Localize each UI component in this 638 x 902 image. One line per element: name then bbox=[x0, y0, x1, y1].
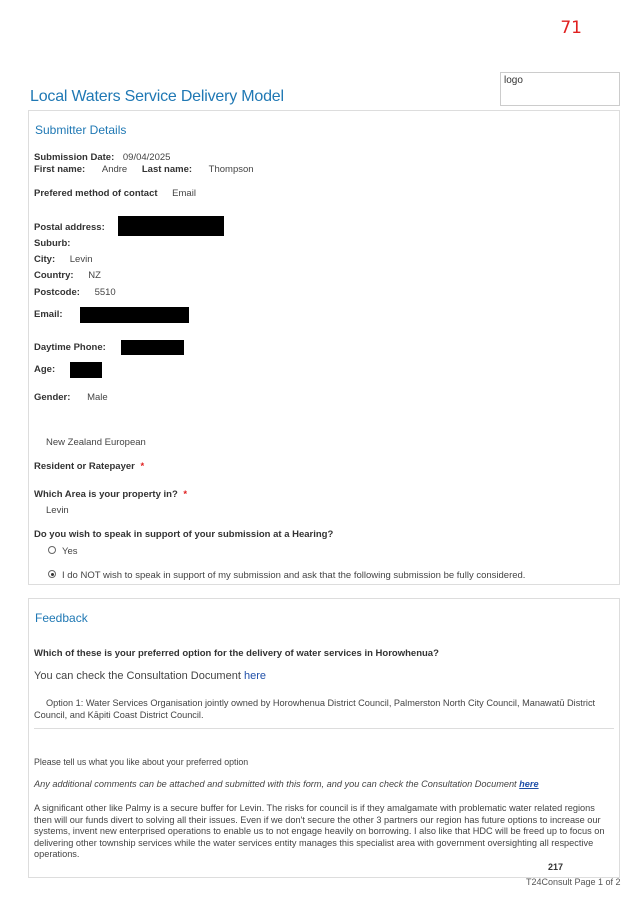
preferred-option-question-row bbox=[34, 648, 439, 659]
postcode-value: 5510 bbox=[94, 287, 116, 298]
required-marker: * bbox=[140, 461, 145, 472]
redacted-postal-address bbox=[118, 216, 224, 236]
contact-method-label: Prefered method of contact bbox=[34, 188, 158, 199]
postal-address-row bbox=[34, 222, 105, 233]
country-label: Country: bbox=[34, 270, 74, 281]
postcode-row bbox=[34, 287, 116, 298]
additional-document-link[interactable]: here bbox=[519, 779, 539, 789]
additional-comments-prefix: Any additional comments can be attached and submitted with this form, and you can check the Consultation Document bbox=[34, 779, 520, 789]
like-question-label: Please tell us what you like about your preferred option bbox=[34, 757, 249, 767]
submission-date-label: Submission Date: bbox=[34, 152, 115, 163]
phone-label: Daytime Phone: bbox=[34, 342, 106, 353]
logo-placeholder: logo bbox=[500, 72, 620, 106]
redacted-age bbox=[70, 362, 102, 378]
hearing-no-option[interactable] bbox=[48, 570, 525, 581]
hearing-question-label: Do you wish to speak in support of your submission at a Hearing? bbox=[34, 529, 334, 540]
consultation-document-row bbox=[34, 670, 266, 682]
postcode-label: Postcode: bbox=[34, 287, 80, 298]
footer-page-number: 217 bbox=[548, 862, 564, 872]
preferred-option-question: Which of these is your preferred option for the delivery of water services in Horowhenua? bbox=[34, 648, 439, 659]
postal-address-label: Postal address: bbox=[34, 222, 105, 233]
hearing-yes-option[interactable] bbox=[48, 546, 78, 557]
hearing-question-row bbox=[34, 529, 333, 540]
country-row bbox=[34, 270, 101, 281]
submission-date-value: 09/04/2025 bbox=[122, 152, 171, 163]
phone-row bbox=[34, 342, 106, 353]
email-row bbox=[34, 309, 63, 320]
consultation-document-link[interactable]: here bbox=[243, 670, 266, 682]
contact-method-value: Email bbox=[172, 188, 196, 199]
last-name-value: Thompson bbox=[208, 164, 254, 175]
hearing-yes-label: Yes bbox=[62, 546, 78, 557]
first-name-label: First name: bbox=[34, 164, 86, 175]
additional-comments-row bbox=[34, 779, 539, 789]
selected-option-text: Option 1: Water Services Organisation jointly owned by Horowhenua District Council, Palmerston North City Council, Manawatū District Council, and Kāpiti Coast District Council. bbox=[34, 698, 596, 720]
resident-row bbox=[34, 461, 144, 472]
area-answer-row bbox=[46, 505, 69, 516]
city-label: City: bbox=[34, 254, 56, 265]
contact-method-row bbox=[34, 188, 196, 199]
name-row bbox=[34, 164, 254, 175]
ethnicity-row bbox=[46, 437, 146, 448]
city-row bbox=[34, 254, 92, 265]
feedback-section-title: Feedback bbox=[35, 611, 88, 625]
city-value: Levin bbox=[69, 254, 93, 265]
submitter-details-section bbox=[28, 110, 620, 585]
radio-checked-icon[interactable] bbox=[48, 570, 56, 578]
hearing-no-label: I do NOT wish to speak in support of my submission and ask that the following submission be fully considered. bbox=[62, 570, 526, 581]
age-label: Age: bbox=[34, 364, 56, 375]
page-number: 71 bbox=[560, 18, 582, 38]
consultation-prefix: You can check the Consultation Document bbox=[34, 670, 244, 682]
radio-unchecked-icon[interactable] bbox=[48, 546, 56, 554]
ethnicity-value: New Zealand European bbox=[46, 437, 146, 448]
gender-row bbox=[34, 392, 108, 403]
country-value: NZ bbox=[88, 270, 101, 281]
like-question-row bbox=[34, 757, 248, 767]
last-name-label: Last name: bbox=[141, 164, 193, 175]
suburb-row bbox=[34, 238, 70, 249]
submission-date-row bbox=[34, 152, 170, 163]
footer-meta: T24Consult Page 1 of 2 bbox=[526, 877, 621, 887]
age-row bbox=[34, 364, 55, 375]
submitter-section-title: Submitter Details bbox=[35, 123, 127, 137]
redacted-email bbox=[80, 307, 189, 323]
area-value: Levin bbox=[46, 505, 69, 516]
preferred-option-answer: A significant other like Palmy is a secure buffer for Levin. The risks for council is if they amalgamate with problematic water related regions then will our funds divert to solving all their issues. Even if we don't secure the other 3 partners our region has future options to increase our systems, invent new enterprised operations to enable us to not engage heavily on borrowing. I also like that HDC will be freed up to focus on delivering other township services while the water services entity manages this specialist area with government oversighting all respective operations. bbox=[34, 803, 605, 860]
document-title: Local Waters Service Delivery Model bbox=[30, 88, 284, 105]
area-question-row bbox=[34, 489, 187, 500]
email-label: Email: bbox=[34, 309, 63, 320]
divider bbox=[34, 728, 614, 729]
gender-label: Gender: bbox=[34, 392, 71, 403]
redacted-phone bbox=[121, 340, 184, 355]
required-marker: * bbox=[183, 489, 188, 500]
area-question-label: Which Area is your property in? bbox=[34, 489, 178, 500]
first-name-value: Andre bbox=[101, 164, 128, 175]
gender-value: Male bbox=[87, 392, 108, 403]
suburb-label: Suburb: bbox=[34, 238, 71, 249]
resident-label: Resident or Ratepayer bbox=[34, 461, 135, 472]
